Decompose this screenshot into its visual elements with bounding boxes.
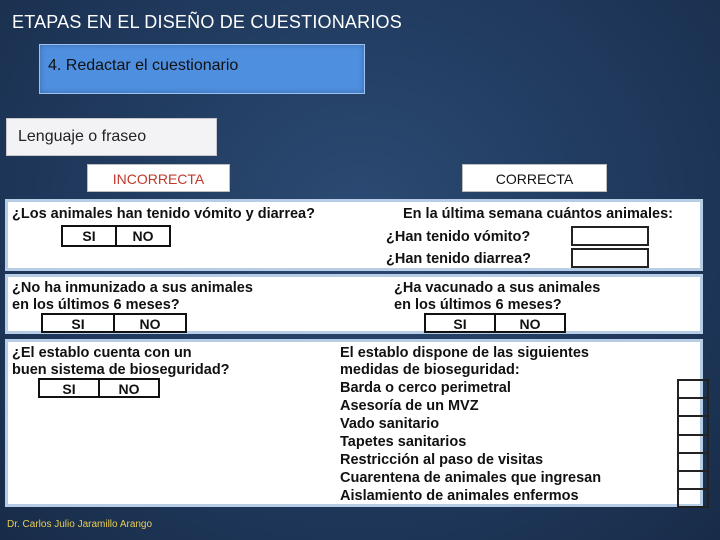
yes-option: SI xyxy=(71,316,85,332)
step-label: 4. Redactar el cuestionario xyxy=(48,57,239,74)
measure-item: Cuarentena de animales que ingresan xyxy=(340,470,602,486)
step-box xyxy=(39,44,365,94)
correct-question-2-line2: en los últimos 6 meses? xyxy=(394,297,562,313)
correct-question-3-line1: El establo dispone de las siguientes xyxy=(340,345,589,361)
checkbox-cell xyxy=(679,399,707,417)
incorrect-label: INCORRECTA xyxy=(87,164,230,192)
no-option: NO xyxy=(113,315,185,331)
language-label: Lenguaje o fraseo xyxy=(18,128,147,145)
measure-item: Asesoría de un MVZ xyxy=(340,398,479,414)
checkbox-cell xyxy=(679,417,707,435)
author-footer: Dr. Carlos Julio Jaramillo Arango xyxy=(7,519,153,530)
yes-option: SI xyxy=(62,381,76,397)
yes-no-box-2 xyxy=(41,313,187,333)
checkbox-cell xyxy=(679,472,707,490)
checkbox-cell xyxy=(679,381,707,399)
yes-no-box-4 xyxy=(38,378,160,398)
no-option: NO xyxy=(115,227,169,245)
correct-question-2-line1: ¿Ha vacunado a sus animales xyxy=(394,280,601,296)
example-panel-2 xyxy=(5,274,703,334)
incorrect-question-1: ¿Los animales han tenido vómito y diarrea? xyxy=(12,206,315,222)
correct-item-vomito: ¿Han tenido vómito? xyxy=(386,229,531,245)
yes-option: SI xyxy=(82,228,96,244)
no-option: NO xyxy=(494,315,564,331)
measure-item: Vado sanitario xyxy=(340,416,440,432)
incorrect-question-2-line1: ¿No ha inmunizado a sus animales xyxy=(12,280,253,296)
measure-item: Restricción al paso de visitas xyxy=(340,452,544,468)
measure-item: Aislamiento de animales enfermos xyxy=(340,488,579,504)
slide-title: ETAPAS EN EL DISEÑO DE CUESTIONARIOS xyxy=(12,12,402,32)
answer-box-vomito xyxy=(571,226,649,246)
no-option: NO xyxy=(98,380,158,396)
measure-item: Barda o cerco perimetral xyxy=(340,380,511,396)
example-panel-1 xyxy=(5,199,703,271)
incorrect-question-2-line2: en los últimos 6 meses? xyxy=(12,297,180,313)
language-box xyxy=(6,118,217,156)
checkbox-cell xyxy=(679,454,707,472)
incorrect-question-3-line2: buen sistema de bioseguridad? xyxy=(12,362,230,378)
incorrect-question-3-line1: ¿El establo cuenta con un xyxy=(12,345,192,361)
checkbox-cell xyxy=(679,490,707,506)
yes-no-box-3 xyxy=(424,313,566,333)
correct-item-diarrea: ¿Han tenido diarrea? xyxy=(386,251,532,267)
example-panel-3 xyxy=(5,339,703,507)
correct-label: CORRECTA xyxy=(462,164,607,192)
answer-box-diarrea xyxy=(571,248,649,268)
yes-option: SI xyxy=(453,316,467,332)
correct-heading-1: En la última semana cuántos animales: xyxy=(403,206,673,222)
checkbox-cell xyxy=(679,436,707,454)
measure-item: Tapetes sanitarios xyxy=(340,434,467,450)
correct-question-3-line2: medidas de bioseguridad: xyxy=(340,362,520,378)
measures-checkbox-column xyxy=(677,379,709,508)
yes-no-box-1 xyxy=(61,225,171,247)
